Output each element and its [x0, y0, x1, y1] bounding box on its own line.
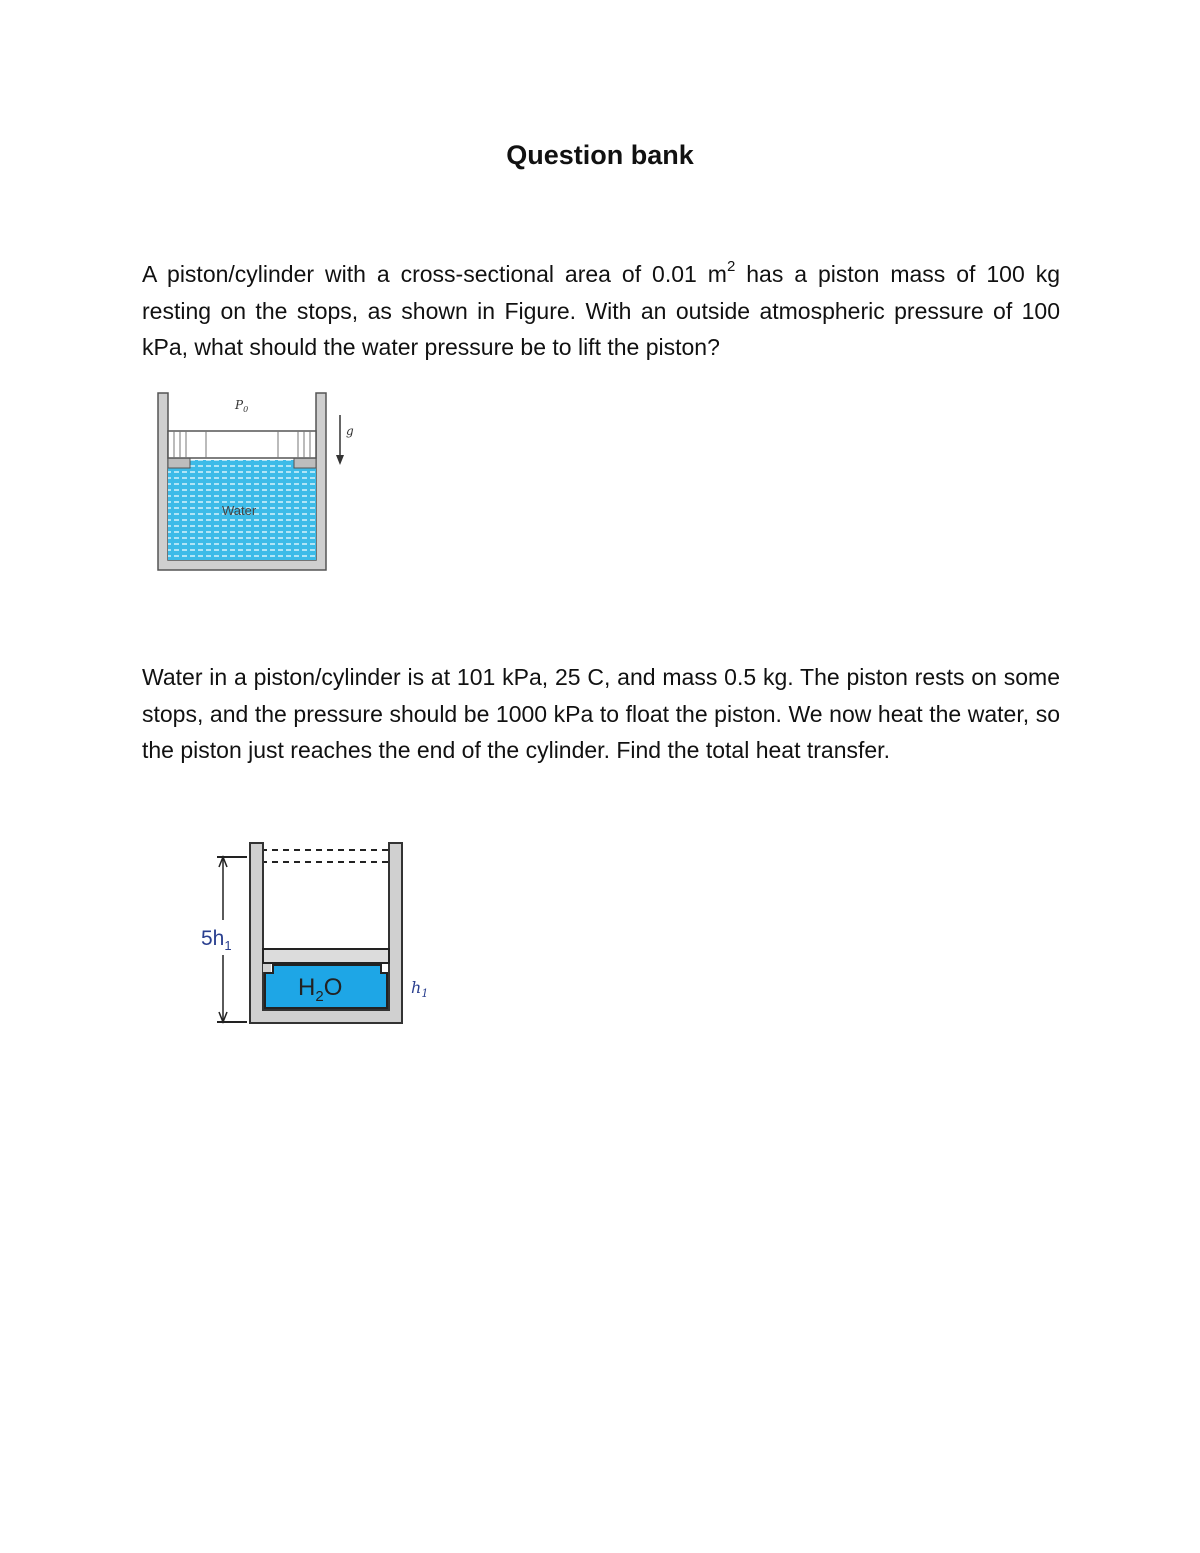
right-stop — [294, 458, 316, 468]
gravity-arrow-head — [336, 455, 344, 465]
gravity-label: g — [346, 424, 354, 438]
outside-pressure-label: $P_0$ — [235, 398, 249, 414]
water-height-label: $h_1$ — [411, 978, 429, 1000]
water-region — [263, 963, 271, 972]
piston — [263, 949, 389, 963]
left-stop — [168, 458, 190, 468]
question-2-text: Water in a piston/cylinder is at 101 kPa, 25 C, and mass 0.5 kg. The piston rests on some stops, and the pressure should be 1000 kPa to float the piston. We now heat the water, so the piston just reaches the end of the cylinder. Find the total heat transfer. — [142, 664, 1060, 763]
piston — [168, 431, 316, 458]
question-1-text-end: has a piston mass of 100 kg resting on the stops, as shown in Figure. With an outside atmospheric pressure of 100 kPa, what should the water pressure be to lift the piston? — [142, 261, 1060, 360]
page-title: Question bank — [506, 140, 694, 170]
area-unit-exponent: 2 — [726, 258, 736, 276]
total-height-label: $5h_1$ — [201, 927, 232, 953]
figure-piston-heating — [195, 835, 455, 1030]
question-1-text — [142, 256, 1060, 366]
figure-piston-on-stops — [150, 385, 370, 580]
h2o-label: $H_2O$ — [298, 974, 343, 1005]
question-1-text-start: A piston/cylinder with a cross-sectional area of 0.01 m — [142, 261, 727, 287]
water-label: Water — [222, 503, 257, 518]
